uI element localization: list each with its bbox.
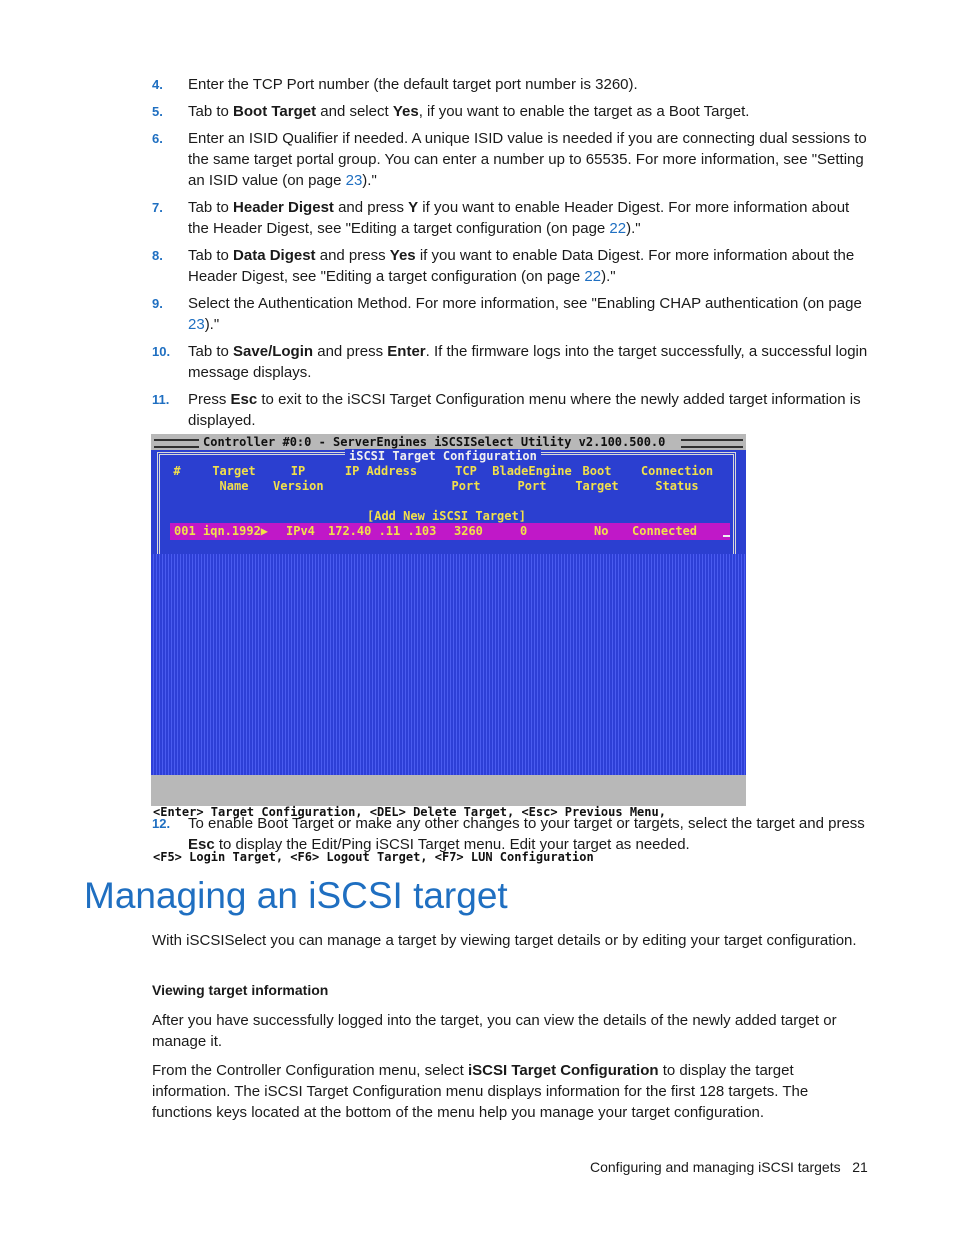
text-run: Tab to bbox=[188, 103, 234, 120]
text-run: From the Controller Configuration menu, select bbox=[152, 1062, 468, 1079]
section-heading: Managing an iSCSI target bbox=[84, 875, 508, 916]
step-item bbox=[152, 74, 870, 95]
bios-title-bar bbox=[151, 434, 746, 450]
text-cursor bbox=[723, 535, 730, 537]
bios-column-header: Target Name bbox=[212, 464, 256, 493]
bios-title: Controller #0:0 - ServerEngines iSCSISelect Utility v2.100.500.0 bbox=[203, 435, 666, 449]
step-number: 4. bbox=[152, 77, 163, 92]
text-run: )." bbox=[204, 316, 220, 333]
ui-term: Esc bbox=[188, 836, 215, 853]
text-run: Press bbox=[188, 391, 231, 408]
ui-term: Header Digest bbox=[233, 199, 334, 216]
text-run: )." bbox=[601, 268, 616, 285]
text-run: Enter an ISID Qualifier if needed. A unique ISID value is needed if you are connecting dual sessions to the same target portal group. You can enter a number up to 65535. For more information, see "Setting an ISID value (on page bbox=[188, 130, 867, 189]
step-number: 6. bbox=[152, 131, 163, 146]
text-run: to display the target information. The iSCSI Target Configuration menu displays information for the first 128 targets. The functions keys located at the bottom of the menu help you manage your target configuration. bbox=[152, 1062, 809, 1121]
section-intro: With iSCSISelect you can manage a target by viewing target details or by editing your target configuration. bbox=[152, 932, 857, 949]
text-run: )." bbox=[362, 172, 377, 189]
step-number: 8. bbox=[152, 248, 163, 263]
bios-row-cell: 3260 bbox=[454, 524, 483, 538]
step-number: 12. bbox=[152, 816, 171, 831]
ui-term: Yes bbox=[392, 103, 419, 120]
bios-key-help-line2: <F5> Login Target, <F6> Logout Target, <F7> LUN Configuration bbox=[153, 850, 594, 864]
text-run: Select the Authentication Method. For more information, see "Enabling CHAP authentication (on page bbox=[188, 295, 862, 312]
page-number: 21 bbox=[852, 1159, 868, 1175]
page-link[interactable]: 22 bbox=[609, 220, 627, 237]
bios-column-header: # bbox=[173, 464, 181, 478]
bios-panel-title: iSCSI Target Configuration bbox=[345, 449, 541, 463]
text-run: Enter the TCP Port number (the default target port number is 3260). bbox=[188, 76, 638, 93]
text-run: Tab to bbox=[188, 343, 234, 360]
text-run: )." bbox=[626, 220, 641, 237]
page-footer bbox=[590, 1157, 868, 1178]
ui-term: Boot Target bbox=[233, 103, 317, 120]
ui-term: Esc bbox=[230, 391, 258, 408]
page-link[interactable]: 23 bbox=[345, 172, 363, 189]
step-item bbox=[152, 128, 870, 191]
step-number: 11. bbox=[152, 392, 170, 407]
footer-title: Configuring and managing iSCSI targets bbox=[590, 1159, 841, 1175]
bios-row-cell: 172.40 .11 .103 bbox=[328, 524, 437, 538]
subheading-viewing-target: Viewing target information bbox=[152, 982, 329, 998]
bios-key-help-line1: <Enter> Target Configuration, <DEL> Delete Target, <Esc> Previous Menu, bbox=[153, 805, 666, 819]
text-run: and select bbox=[316, 103, 393, 120]
bios-row-cell: IPv4 bbox=[286, 524, 315, 538]
text-run: to exit to the iSCSI Target Configuration menu where the newly added target information is displayed. bbox=[188, 391, 861, 429]
step-text bbox=[188, 76, 638, 93]
step-item bbox=[152, 101, 870, 122]
step-12 bbox=[152, 813, 870, 861]
bios-background bbox=[151, 554, 746, 776]
ui-term: Yes bbox=[389, 247, 416, 264]
ui-term: Data Digest bbox=[233, 247, 316, 264]
step-number: 9. bbox=[152, 296, 163, 311]
text-run: Tab to bbox=[188, 199, 234, 216]
step-item bbox=[152, 293, 870, 335]
step-text bbox=[188, 199, 849, 237]
bios-column-header: IP Version bbox=[273, 464, 324, 493]
bios-row-cell: No bbox=[594, 524, 609, 538]
steps-list bbox=[152, 74, 870, 437]
bios-row-cell: iqn.1992▶ bbox=[203, 524, 269, 538]
ui-term: Enter bbox=[387, 343, 426, 360]
text-run: To enable Boot Target or make any other changes to your target or targets, select the target and press bbox=[188, 815, 865, 832]
step-text bbox=[188, 103, 749, 120]
step-text bbox=[188, 343, 867, 381]
ui-term: Y bbox=[408, 199, 419, 216]
paragraph-controller-menu bbox=[152, 1060, 862, 1123]
ui-term: iSCSI Target Configuration bbox=[467, 1062, 659, 1079]
bios-column-header: Boot Target bbox=[575, 464, 619, 493]
step-text bbox=[188, 130, 867, 189]
step-number: 7. bbox=[152, 200, 163, 215]
bios-column-header: TCP Port bbox=[451, 464, 481, 493]
step-item bbox=[152, 245, 870, 287]
step-item bbox=[152, 341, 870, 383]
step-text bbox=[188, 247, 854, 285]
step-item bbox=[152, 197, 870, 239]
step-text bbox=[188, 391, 861, 429]
bios-column-header: BladeEngine Port bbox=[492, 464, 572, 493]
step-text bbox=[188, 815, 865, 853]
text-run: if you want to enable Data Digest. For more information about the Header Digest, see "Editing a target configuration (on page bbox=[188, 247, 855, 285]
bios-row-cell: 0 bbox=[520, 524, 528, 538]
bios-column-header: IP Address bbox=[344, 464, 418, 478]
text-run: and press bbox=[333, 199, 409, 216]
bios-column-header: Connection Status bbox=[640, 464, 714, 493]
text-run: Tab to bbox=[188, 247, 234, 264]
add-new-target-option[interactable]: [Add New iSCSI Target] bbox=[367, 509, 526, 523]
paragraph-after-login: After you have successfully logged into the target, you can view the details of the newly added target or manage it. bbox=[152, 1012, 837, 1050]
text-run: if you want to enable Header Digest. For more information about the Header Digest, see "Editing a target configuration (on page bbox=[188, 199, 850, 237]
text-run: and press bbox=[315, 247, 390, 264]
ui-term: Save/Login bbox=[233, 343, 314, 360]
bios-row-cell: Connected bbox=[632, 524, 698, 538]
text-run: to display the Edit/Ping iSCSI Target menu. Edit your target as needed. bbox=[214, 836, 690, 853]
step-text bbox=[188, 295, 862, 333]
step-item bbox=[152, 813, 870, 855]
step-number: 10. bbox=[152, 344, 171, 359]
page-link[interactable]: 23 bbox=[188, 316, 205, 333]
text-run: and press bbox=[313, 343, 388, 360]
text-run: , if you want to enable the target as a Boot Target. bbox=[418, 103, 750, 120]
bios-row-cell: 001 bbox=[174, 524, 196, 538]
page-link[interactable]: 22 bbox=[584, 268, 602, 285]
target-row-selected[interactable] bbox=[170, 523, 730, 540]
step-number: 5. bbox=[152, 104, 163, 119]
text-run: . If the firmware logs into the target successfully, a successful login message displays. bbox=[188, 343, 868, 381]
step-item bbox=[152, 389, 870, 431]
